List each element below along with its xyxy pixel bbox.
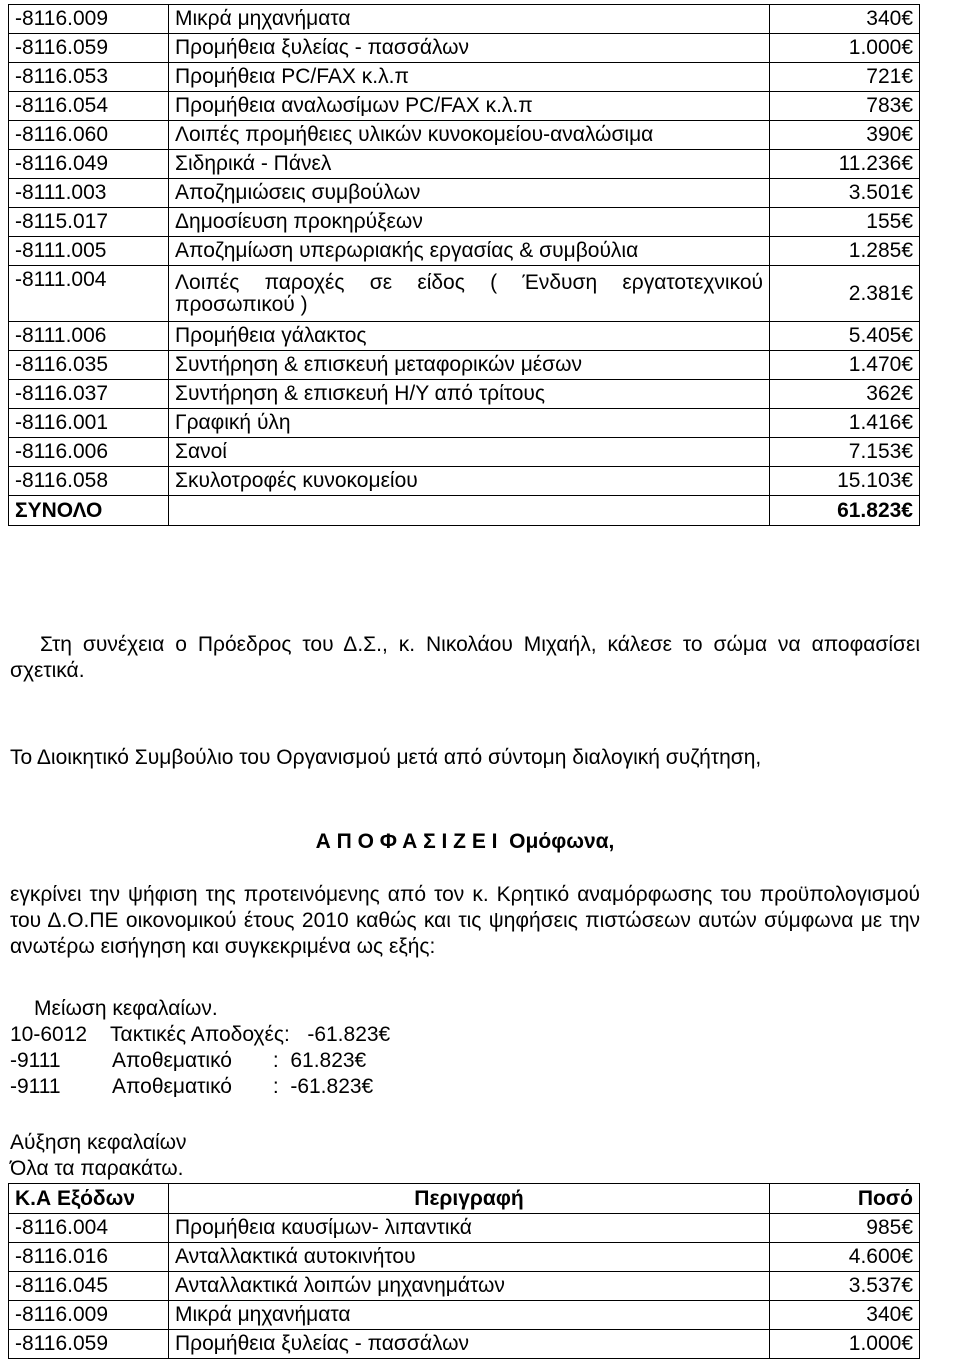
amount: 721€	[770, 63, 920, 92]
header-amount: Ποσό	[770, 1184, 920, 1214]
table-row	[9, 1243, 920, 1272]
account-code: -8116.060	[9, 121, 169, 150]
description: Μικρά μηχανήματα	[169, 5, 770, 34]
description: Σανοί	[169, 438, 770, 467]
table-row	[9, 121, 920, 150]
account-code: -8116.049	[9, 150, 169, 179]
amount: 3.537€	[770, 1272, 920, 1301]
amount: 3.501€	[770, 179, 920, 208]
account-code: -8116.009	[9, 1301, 169, 1330]
header-description: Περιγραφή	[169, 1184, 770, 1214]
description: Αποζημιώσεις συμβούλων	[169, 179, 770, 208]
account-code: -8116.053	[9, 63, 169, 92]
account-code: -8116.016	[9, 1243, 169, 1272]
total-empty-cell	[169, 496, 770, 526]
table-row	[9, 351, 920, 380]
amount: 1.285€	[770, 237, 920, 266]
table-row	[9, 5, 920, 34]
description: Προμήθεια γάλακτος	[169, 322, 770, 351]
table-row	[9, 34, 920, 63]
increase-heading: Αύξηση κεφαλαίων	[10, 1131, 187, 1154]
total-row	[9, 496, 920, 526]
account-code: -8111.003	[9, 179, 169, 208]
total-amount: 61.823€	[770, 496, 920, 526]
amount: 1.000€	[770, 34, 920, 63]
account-code: -8116.001	[9, 409, 169, 438]
account-code: -8116.009	[9, 5, 169, 34]
description: Γραφική ύλη	[169, 409, 770, 438]
description: Λοιπές προμήθειες υλικών κυνοκομείου-αναλώσιμα	[169, 121, 770, 150]
description: Αποζημίωση υπερωριακής εργασίας & συμβούλια	[169, 237, 770, 266]
amount: 7.153€	[770, 438, 920, 467]
account-code: -8116.037	[9, 380, 169, 409]
amount: 1.416€	[770, 409, 920, 438]
description: Προμήθεια καυσίμων- λιπαντικά	[169, 1214, 770, 1243]
table-row	[9, 1330, 920, 1359]
table-row	[9, 1272, 920, 1301]
description: Δημοσίευση προκηρύξεων	[169, 208, 770, 237]
account-code: -8115.017	[9, 208, 169, 237]
description: Λοιπές παροχές σε είδος ( Ένδυση εργατοτεχνικού προσωπικού )	[169, 266, 770, 322]
approval-paragraph: εγκρίνει την ψήφιση της προτεινόμενης από τον κ. Κρητικό αναμόρφωσης του προϋπολογισμού του Δ.Ο.ΠΕ οικονομικού έτους 2010 καθώς και τις ψηφήσεις πιστώσεων αυτών σύμφωνα με την ανωτέρω εισήγηση και συγκεκριμένα ως εξής:	[10, 883, 920, 958]
account-code: -8116.059	[9, 1330, 169, 1359]
president-call-paragraph: Στη συνέχεια ο Πρόεδρος του Δ.Σ., κ. Νικολάου Μιχαήλ, κάλεσε το σώμα να αποφασίσει σχετικά.	[10, 633, 920, 682]
table-row	[9, 63, 920, 92]
table-row	[9, 208, 920, 237]
description: Ανταλλακτικά λοιπών μηχανημάτων	[169, 1272, 770, 1301]
reduction-heading: Μείωση κεφαλαίων.	[34, 997, 218, 1020]
account-code: -8116.004	[9, 1214, 169, 1243]
description: Μικρά μηχανήματα	[169, 1301, 770, 1330]
budget-table-reductions	[8, 4, 920, 526]
description: Προμήθεια αναλωσίμων PC/FAX κ.λ.π	[169, 92, 770, 121]
budget-table-increases	[8, 1183, 920, 1359]
reduction-line: 10-6012 Τακτικές Αποδοχές: -61.823€	[10, 1023, 391, 1046]
amount: 15.103€	[770, 467, 920, 496]
amount: 783€	[770, 92, 920, 121]
table-row	[9, 1301, 920, 1330]
amount: 4.600€	[770, 1243, 920, 1272]
account-code: -8116.054	[9, 92, 169, 121]
reduction-line: -9111 Αποθεματικό : 61.823€	[10, 1049, 367, 1072]
amount: 340€	[770, 1301, 920, 1330]
amount: 5.405€	[770, 322, 920, 351]
table-row	[9, 237, 920, 266]
amount: 1.470€	[770, 351, 920, 380]
table-row	[9, 438, 920, 467]
account-code: -8111.004	[9, 266, 169, 322]
account-code: -8111.006	[9, 322, 169, 351]
description: Συντήρηση & επισκευή μεταφορικών μέσων	[169, 351, 770, 380]
account-code: -8111.005	[9, 237, 169, 266]
account-code: -8116.045	[9, 1272, 169, 1301]
account-code: -8116.035	[9, 351, 169, 380]
description: Ανταλλακτικά αυτοκινήτου	[169, 1243, 770, 1272]
account-code: -8116.059	[9, 34, 169, 63]
table-row	[9, 467, 920, 496]
table-row	[9, 380, 920, 409]
amount: 11.236€	[770, 150, 920, 179]
table-header-row	[9, 1184, 920, 1214]
amount: 390€	[770, 121, 920, 150]
description: Σιδηρικά - Πάνελ	[169, 150, 770, 179]
amount: 985€	[770, 1214, 920, 1243]
amount: 340€	[770, 5, 920, 34]
description: Προμήθεια ξυλείας - πασσάλων	[169, 34, 770, 63]
increase-subheading: Όλα τα παρακάτω.	[10, 1157, 184, 1180]
table-row	[9, 266, 920, 322]
table-row	[9, 150, 920, 179]
description: Συντήρηση & επισκευή Η/Υ από τρίτους	[169, 380, 770, 409]
amount: 1.000€	[770, 1330, 920, 1359]
table-row	[9, 179, 920, 208]
reduction-line: -9111 Αποθεματικό : -61.823€	[10, 1075, 374, 1098]
table-row	[9, 92, 920, 121]
total-label: ΣΥΝΟΛΟ	[9, 496, 169, 526]
amount: 155€	[770, 208, 920, 237]
decision-heading: Α Π Ο Φ Α Σ Ι Ζ Ε Ι Ομόφωνα,	[315, 830, 615, 853]
table-row	[9, 409, 920, 438]
account-code: -8116.006	[9, 438, 169, 467]
description: Προμήθεια PC/FAX κ.λ.π	[169, 63, 770, 92]
amount: 362€	[770, 380, 920, 409]
board-discussion-paragraph: Το Διοικητικό Συμβούλιο του Οργανισμού μετά από σύντομη διαλογική συζήτηση,	[10, 746, 762, 769]
table-row	[9, 322, 920, 351]
header-account-code: Κ.Α Εξόδων	[9, 1184, 169, 1214]
table-row	[9, 1214, 920, 1243]
description: Προμήθεια ξυλείας - πασσάλων	[169, 1330, 770, 1359]
amount: 2.381€	[770, 266, 920, 322]
account-code: -8116.058	[9, 467, 169, 496]
description: Σκυλοτροφές κυνοκομείου	[169, 467, 770, 496]
